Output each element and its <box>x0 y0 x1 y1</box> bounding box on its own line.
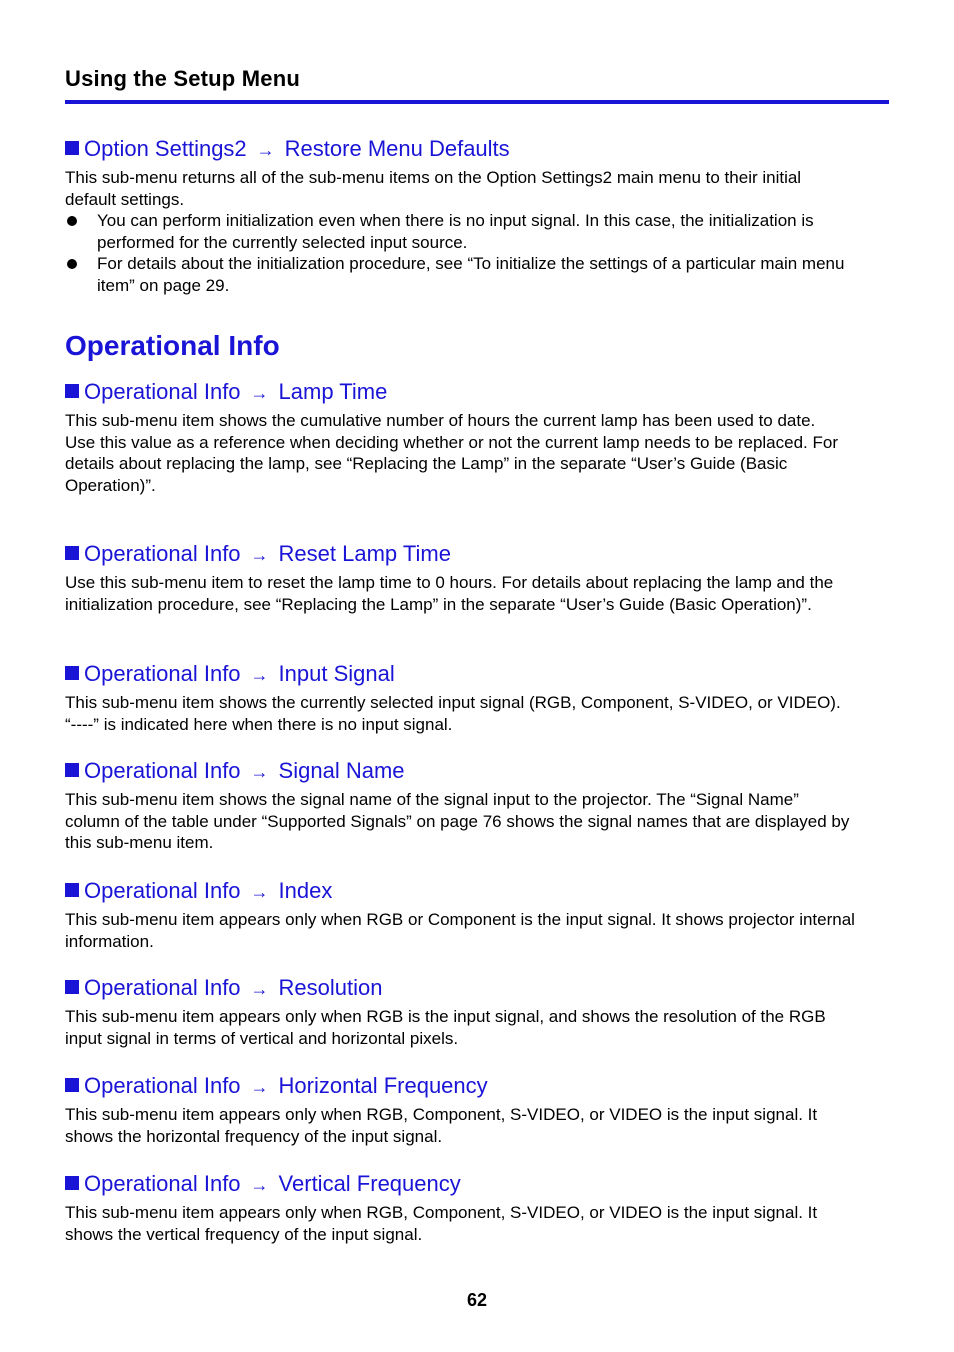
section-horizontal-frequency <box>65 1073 855 1147</box>
menu-name: Option Settings2 <box>84 136 247 161</box>
section-heading <box>65 541 855 568</box>
section-heading <box>65 661 855 688</box>
square-bullet-icon <box>65 666 79 680</box>
section-signal-name <box>65 758 855 854</box>
arrow-right-icon: → <box>250 383 269 403</box>
arrow-right-icon: → <box>250 882 269 902</box>
menu-name: Operational Info <box>84 878 241 903</box>
menu-name: Operational Info <box>84 758 241 783</box>
square-bullet-icon <box>65 763 79 777</box>
section-heading <box>65 1073 855 1100</box>
section-heading <box>65 136 855 163</box>
menu-name: Operational Info <box>84 975 241 1000</box>
square-bullet-icon <box>65 384 79 398</box>
section-lamp-time <box>65 379 855 496</box>
item-name: Signal Name <box>278 758 405 783</box>
square-bullet-icon <box>65 141 79 155</box>
bullet-text: You can perform initialization even when there is no input signal. In this case, the initialization is performed for the currently selected input source. <box>97 211 814 252</box>
paragraph: Use this value as a reference when deciding whether or not the current lamp needs to be replaced. For details about replacing the lamp, see “Replacing the Lamp” in the separate “User’s Guide (Basic Operation)”. <box>65 432 838 495</box>
paragraph: This sub-menu item appears only when RGB, Component, S-VIDEO, or VIDEO is the input signal. It shows the vertical frequency of the input signal. <box>65 1203 818 1244</box>
section-body <box>65 909 855 952</box>
paragraph: This sub-menu item shows the currently selected input signal (RGB, Component, S-VIDEO, or VIDEO). “----” is indicated here when there is no input signal. <box>65 693 841 734</box>
item-name: Index <box>278 878 333 903</box>
bullet-dot-icon <box>67 259 77 269</box>
section-body <box>65 1202 855 1245</box>
square-bullet-icon <box>65 546 79 560</box>
section-resolution <box>65 975 855 1049</box>
section-reset-lamp-time <box>65 541 855 615</box>
section-body <box>65 410 855 496</box>
section-body <box>65 572 855 615</box>
item-name: Reset Lamp Time <box>278 541 451 566</box>
arrow-right-icon: → <box>250 762 269 782</box>
item-name: Vertical Frequency <box>278 1171 461 1196</box>
menu-name: Operational Info <box>84 541 241 566</box>
bullet-item <box>65 210 855 253</box>
arrow-right-icon: → <box>250 545 269 565</box>
section-body <box>65 167 855 296</box>
section-body <box>65 1006 855 1049</box>
menu-name: Operational Info <box>84 1073 241 1098</box>
section-heading <box>65 379 855 406</box>
paragraph: This sub-menu returns all of the sub-menu items on the Option Settings2 main menu to their initial default settings. <box>65 168 802 209</box>
menu-name: Operational Info <box>84 661 241 686</box>
header-rule <box>65 100 889 104</box>
square-bullet-icon <box>65 883 79 897</box>
section-body <box>65 1104 855 1147</box>
section-body <box>65 692 855 735</box>
section-input-signal <box>65 661 855 735</box>
arrow-right-icon: → <box>250 979 269 999</box>
arrow-right-icon: → <box>250 1175 269 1195</box>
section-body <box>65 789 855 854</box>
item-name: Restore Menu Defaults <box>284 136 510 161</box>
paragraph: This sub-menu item appears only when RGB is the input signal, and shows the resolution of the RGB input signal in terms of vertical and horizontal pixels. <box>65 1007 826 1048</box>
paragraph: This sub-menu item shows the signal name of the signal input to the projector. The “Signal Name” column of the table under “Supported Signals” on page 76 shows the signal names that are displayed by this sub-menu item. <box>65 790 850 852</box>
section-heading <box>65 758 855 785</box>
chapter-title: Operational Info <box>65 330 280 361</box>
square-bullet-icon <box>65 980 79 994</box>
arrow-right-icon: → <box>256 140 275 160</box>
bullet-item <box>65 253 855 296</box>
section-vertical-frequency <box>65 1171 855 1245</box>
page-header-title: Using the Setup Menu <box>65 66 300 91</box>
menu-name: Operational Info <box>84 1171 241 1196</box>
item-name: Input Signal <box>278 661 395 686</box>
item-name: Horizontal Frequency <box>278 1073 488 1098</box>
arrow-right-icon: → <box>250 665 269 685</box>
section-heading <box>65 975 855 1002</box>
section-heading <box>65 1171 855 1198</box>
item-name: Lamp Time <box>278 379 388 404</box>
bullet-text: For details about the initialization procedure, see “To initialize the settings of a particular main menu item” on page 29. <box>97 254 845 295</box>
square-bullet-icon <box>65 1078 79 1092</box>
section-restore-menu-defaults <box>65 136 855 296</box>
paragraph: This sub-menu item appears only when RGB or Component is the input signal. It shows projector internal information. <box>65 910 855 951</box>
page-number: 62 <box>466 1290 488 1310</box>
section-heading <box>65 878 855 905</box>
item-name: Resolution <box>278 975 383 1000</box>
paragraph: This sub-menu item shows the cumulative number of hours the current lamp has been used to date. <box>65 411 816 430</box>
section-index <box>65 878 855 952</box>
paragraph: This sub-menu item appears only when RGB, Component, S-VIDEO, or VIDEO is the input signal. It shows the horizontal frequency of the input signal. <box>65 1105 818 1146</box>
square-bullet-icon <box>65 1176 79 1190</box>
arrow-right-icon: → <box>250 1077 269 1097</box>
paragraph: Use this sub-menu item to reset the lamp time to 0 hours. For details about replacing the lamp and the initialization procedure, see “Replacing the Lamp” in the separate “User’s Guide (Basic Operation)”. <box>65 573 834 614</box>
menu-name: Operational Info <box>84 379 241 404</box>
bullet-dot-icon <box>67 216 77 226</box>
